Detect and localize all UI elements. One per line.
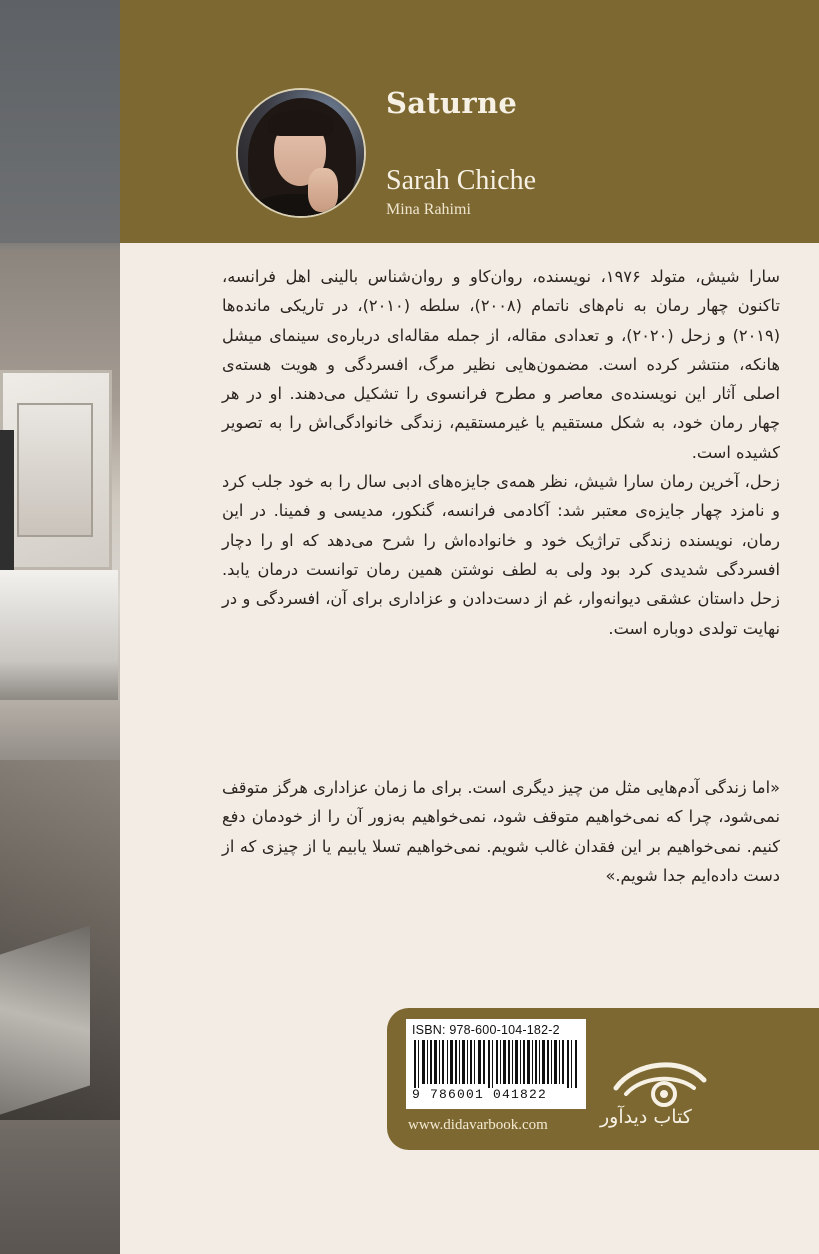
publisher-eye-logo-icon [612, 1054, 708, 1112]
book-quote: «اما زندگی آدم‌هایی مثل من چیز دیگری است. برای ما زمان عزاداری هرگز متوقف نمی‌شود، چرا که نمی‌خواهیم متوقف شود، نمی‌خواهیم به‌زور آن را از خودمان دفع کنیم. نمی‌خواهیم بر این فقدان غالب شویم. نمی‌خواهیم تسلا یابیم یا از چیزی که از دست داده‌ایم جدا شویم.» [222, 778, 780, 885]
book-description [222, 262, 780, 643]
photo-frame [0, 370, 112, 570]
description-paragraph-2: زحل، آخرین رمان سارا شیش، نظر همه‌ی جایزه‌های ادبی سال را به خود جلب کرد و نامزد چهار جایزه‌ی معتبر شد: آکادمی فرانسه، گنکور، مدیسی و فمینا. در این رمان، نویسنده زندگی تراژیک خود و خانواده‌اش را شرح می‌دهد که او را دچار افسردگی شدیدی کرد بود ولی به لطف نوشتن همین رمان توانست درمان یابد. زحل داستان عشقی دیوانه‌وار، غم از دست‌دادن و عزاداری برای آن، افسردگی و در نهایت تولدی دوباره است. [222, 472, 780, 638]
author-name: Sarah Chiche [386, 165, 537, 196]
description-paragraph-1: سارا شیش، متولد ۱۹۷۶، نویسنده، روان‌کاو و روان‌شناس بالینی اهل فرانسه، تاکنون چهار رمان به نام‌های ناتمام (۲۰۰۸)، سلطه (۲۰۱۰)، در تاریکی مانده‌ها (۲۰۱۹) و زحل (۲۰۲۰)، و تعدادی مقاله، از جمله مقاله‌ای درباره‌ی سینمای میشل هانکه، منتشر کرده است. مضمون‌هایی نظیر مرگ، افسردگی و هویت هسته‌ی اصلی آثار این نویسنده‌ی معاصر و مطرح فرانسوی را تشکیل می‌دهند. او در هر چهار رمان خود، به شکل مستقیم یا غیرمستقیم، زندگی خانوادگی‌اش را به تصویر کشیده است. [222, 267, 781, 462]
publisher-name: کتاب دیدآور [600, 1106, 692, 1128]
barcode-digits: 9 786001 041822 [412, 1087, 548, 1102]
isbn-text: ISBN: 978-600-104-182-2 [412, 1023, 560, 1037]
photo-book [0, 570, 118, 700]
author-portrait [236, 88, 366, 218]
photo-shadow [0, 430, 14, 580]
portrait-bangs [268, 110, 334, 136]
barcode-box [406, 1019, 586, 1109]
photo-object [0, 925, 90, 1114]
book-title: Saturne [386, 86, 518, 120]
photo-frame-inner [17, 403, 93, 537]
translator-name: Mina Rahimi [386, 201, 471, 218]
portrait-hand [308, 168, 338, 212]
top-photo-strip [0, 0, 120, 243]
barcode-icon [412, 1040, 580, 1088]
publisher-website: www.didavarbook.com [408, 1117, 548, 1133]
